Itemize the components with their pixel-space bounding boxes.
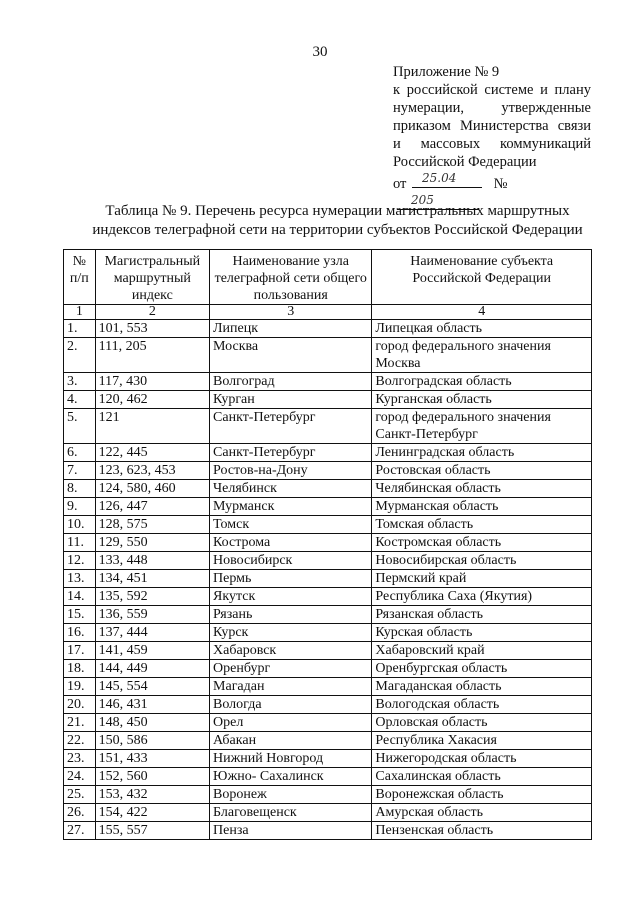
table-body — [64, 320, 592, 840]
row-subject: Хабаровский край — [372, 642, 592, 660]
table-row — [64, 320, 592, 338]
row-subject: Ленинградская область — [372, 444, 592, 462]
table-caption — [60, 202, 615, 240]
row-subject: Пензенская область — [372, 822, 592, 840]
row-number: 17. — [64, 642, 96, 660]
row-index: 154, 422 — [95, 804, 209, 822]
row-subject: Пермский край — [372, 570, 592, 588]
date-prefix: от — [393, 176, 407, 192]
appendix-line: Российской Федерации — [393, 154, 537, 170]
row-node: Воронеж — [210, 786, 372, 804]
row-index: 150, 586 — [95, 732, 209, 750]
date-handwritten: 25.04 — [422, 171, 457, 185]
row-node: Благовещенск — [210, 804, 372, 822]
row-subject: Воронежская область — [372, 786, 592, 804]
row-node: Южно- Сахалинск — [210, 768, 372, 786]
row-subject: Вологодская область — [372, 696, 592, 714]
row-subject: Курская область — [372, 624, 592, 642]
row-subject: Мурманская область — [372, 498, 592, 516]
row-node: Курган — [210, 391, 372, 409]
row-index: 121 — [95, 409, 209, 444]
row-index: 145, 554 — [95, 678, 209, 696]
table-header-row — [64, 250, 592, 305]
table-row — [64, 338, 592, 373]
appendix-line: к российской системе и плану — [393, 82, 591, 98]
row-node: Липецк — [210, 320, 372, 338]
row-number: 3. — [64, 373, 96, 391]
row-number: 24. — [64, 768, 96, 786]
table-row — [64, 373, 592, 391]
column-number: 2 — [95, 305, 209, 320]
row-node: Мурманск — [210, 498, 372, 516]
row-node: Магадан — [210, 678, 372, 696]
row-number: 4. — [64, 391, 96, 409]
appendix-title: Приложение № 9 — [393, 64, 500, 80]
table-row — [64, 552, 592, 570]
row-number: 5. — [64, 409, 96, 444]
table-row — [64, 462, 592, 480]
row-node: Орел — [210, 714, 372, 732]
row-index: 120, 462 — [95, 391, 209, 409]
table-row — [64, 678, 592, 696]
row-node: Якутск — [210, 588, 372, 606]
table-row — [64, 409, 592, 444]
table-row — [64, 696, 592, 714]
row-number: 21. — [64, 714, 96, 732]
row-subject: Магаданская область — [372, 678, 592, 696]
row-subject: Сахалинская область — [372, 768, 592, 786]
row-node: Пенза — [210, 822, 372, 840]
row-number: 27. — [64, 822, 96, 840]
caption-line-1: Таблица № 9. Перечень ресурса нумерации магистральных маршрутных — [105, 203, 570, 219]
row-node: Волгоград — [210, 373, 372, 391]
row-number: 6. — [64, 444, 96, 462]
table-row — [64, 714, 592, 732]
row-number: 25. — [64, 786, 96, 804]
row-number: 20. — [64, 696, 96, 714]
row-subject: Рязанская область — [372, 606, 592, 624]
row-index: 135, 592 — [95, 588, 209, 606]
column-number-row — [64, 305, 592, 320]
row-subject: Челябинская область — [372, 480, 592, 498]
row-node: Томск — [210, 516, 372, 534]
row-node: Пермь — [210, 570, 372, 588]
row-index: 137, 444 — [95, 624, 209, 642]
row-subject: Липецкая область — [372, 320, 592, 338]
row-number: 18. — [64, 660, 96, 678]
row-node: Новосибирск — [210, 552, 372, 570]
row-index: 155, 557 — [95, 822, 209, 840]
row-subject: город федерального значения Москва — [372, 338, 592, 373]
table-row — [64, 516, 592, 534]
row-index: 122, 445 — [95, 444, 209, 462]
number-handwritten: 205 — [411, 193, 434, 207]
row-index: 153, 432 — [95, 786, 209, 804]
caption-line-2: индексов телеграфной сети на территории субъектов Российской Федерации — [92, 222, 583, 238]
row-index: 124, 580, 460 — [95, 480, 209, 498]
column-number: 1 — [64, 305, 96, 320]
row-number: 23. — [64, 750, 96, 768]
row-subject: Нижегородская область — [372, 750, 592, 768]
row-node: Оренбург — [210, 660, 372, 678]
numbering-table — [63, 249, 592, 840]
row-node: Челябинск — [210, 480, 372, 498]
table-row — [64, 606, 592, 624]
row-node: Курск — [210, 624, 372, 642]
header-subject: Наименование субъекта Российской Федерации — [372, 250, 592, 305]
appendix-line: приказом Министерства связи — [393, 118, 591, 134]
row-number: 2. — [64, 338, 96, 373]
row-subject: Ростовская область — [372, 462, 592, 480]
row-node: Ростов-на-Дону — [210, 462, 372, 480]
row-index: 101, 553 — [95, 320, 209, 338]
table-row — [64, 391, 592, 409]
row-number: 8. — [64, 480, 96, 498]
column-number: 4 — [372, 305, 592, 320]
header-node: Наименование узла телеграфной сети общего пользования — [210, 250, 372, 305]
table-row — [64, 822, 592, 840]
header-number: № п/п — [64, 250, 96, 305]
row-number: 9. — [64, 498, 96, 516]
row-subject: город федерального значения Санкт-Петербург — [372, 409, 592, 444]
header-index: Магистральный маршрутный индекс — [95, 250, 209, 305]
row-index: 151, 433 — [95, 750, 209, 768]
row-node: Кострома — [210, 534, 372, 552]
row-subject: Новосибирская область — [372, 552, 592, 570]
table-row — [64, 642, 592, 660]
row-number: 10. — [64, 516, 96, 534]
row-subject: Курганская область — [372, 391, 592, 409]
row-number: 19. — [64, 678, 96, 696]
table-row — [64, 660, 592, 678]
row-number: 22. — [64, 732, 96, 750]
row-node: Абакан — [210, 732, 372, 750]
table-row — [64, 768, 592, 786]
row-number: 1. — [64, 320, 96, 338]
row-number: 12. — [64, 552, 96, 570]
row-subject: Республика Хакасия — [372, 732, 592, 750]
row-index: 152, 560 — [95, 768, 209, 786]
row-index: 144, 449 — [95, 660, 209, 678]
appendix-line: нумерации, утвержденные — [393, 100, 591, 116]
row-index: 133, 448 — [95, 552, 209, 570]
table-row — [64, 444, 592, 462]
number-sign: № — [493, 176, 508, 192]
row-index: 111, 205 — [95, 338, 209, 373]
row-subject: Томская область — [372, 516, 592, 534]
row-node: Хабаровск — [210, 642, 372, 660]
row-index: 141, 459 — [95, 642, 209, 660]
table-row — [64, 570, 592, 588]
row-subject: Волгоградская область — [372, 373, 592, 391]
row-node: Санкт-Петербург — [210, 444, 372, 462]
table-row — [64, 804, 592, 822]
row-index: 117, 430 — [95, 373, 209, 391]
row-node: Нижний Новгород — [210, 750, 372, 768]
table-row — [64, 786, 592, 804]
row-index: 129, 550 — [95, 534, 209, 552]
row-index: 136, 559 — [95, 606, 209, 624]
row-number: 14. — [64, 588, 96, 606]
row-subject: Орловская область — [372, 714, 592, 732]
row-index: 128, 575 — [95, 516, 209, 534]
table-row — [64, 498, 592, 516]
appendix-line: и массовых коммуникаций — [393, 136, 591, 152]
row-node: Санкт-Петербург — [210, 409, 372, 444]
row-subject: Костромская область — [372, 534, 592, 552]
row-number: 26. — [64, 804, 96, 822]
row-index: 148, 450 — [95, 714, 209, 732]
row-index: 123, 623, 453 — [95, 462, 209, 480]
table-row — [64, 480, 592, 498]
row-index: 126, 447 — [95, 498, 209, 516]
table-row — [64, 624, 592, 642]
row-number: 7. — [64, 462, 96, 480]
row-node: Рязань — [210, 606, 372, 624]
row-number: 16. — [64, 624, 96, 642]
row-index: 134, 451 — [95, 570, 209, 588]
row-number: 15. — [64, 606, 96, 624]
row-node: Москва — [210, 338, 372, 373]
appendix-block — [393, 63, 591, 215]
date-field — [412, 171, 482, 188]
table-row — [64, 750, 592, 768]
row-node: Вологда — [210, 696, 372, 714]
row-number: 11. — [64, 534, 96, 552]
row-index: 146, 431 — [95, 696, 209, 714]
table-row — [64, 732, 592, 750]
row-number: 13. — [64, 570, 96, 588]
table-row — [64, 534, 592, 552]
row-subject: Оренбургская область — [372, 660, 592, 678]
row-subject: Амурская область — [372, 804, 592, 822]
page-number: 30 — [312, 44, 328, 60]
row-subject: Республика Саха (Якутия) — [372, 588, 592, 606]
column-number: 3 — [210, 305, 372, 320]
table-row — [64, 588, 592, 606]
